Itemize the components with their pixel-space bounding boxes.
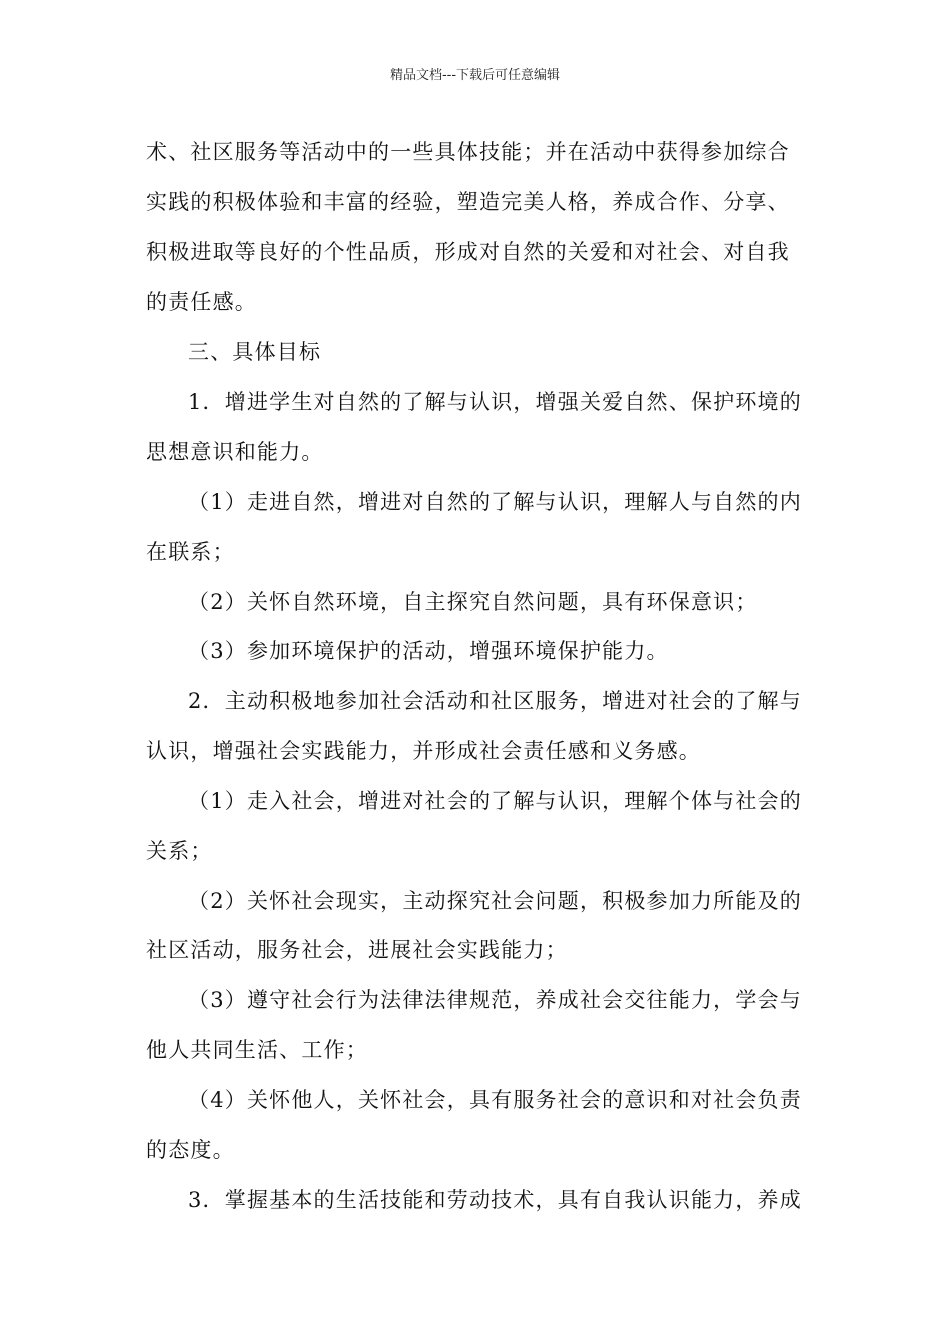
body-line: 1．增进学生对自然的了解与认识，增强关爱自然、保护环境的 bbox=[188, 390, 802, 414]
body-line: 实践的积极体验和丰富的经验，塑造完美人格，养成合作、分享、 bbox=[146, 190, 790, 214]
body-line: （2）关怀自然环境，自主探究自然问题，具有环保意识； bbox=[188, 590, 758, 614]
body-line: 的态度。 bbox=[146, 1138, 235, 1162]
body-line: 3．掌握基本的生活技能和劳动技术，具有自我认识能力，养成 bbox=[188, 1188, 802, 1212]
body-line: 他人共同生活、工作； bbox=[146, 1038, 368, 1062]
body-line: 关系； bbox=[146, 839, 213, 863]
body-line: 积极进取等良好的个性品质，形成对自然的关爱和对社会、对自我 bbox=[146, 240, 790, 264]
body-line: （3）参加环境保护的活动，增强环境保护能力。 bbox=[188, 639, 669, 663]
body-line: 2．主动积极地参加社会活动和社区服务，增进对社会的了解与 bbox=[188, 689, 802, 713]
body-line: 的责任感。 bbox=[146, 290, 257, 314]
body-line: （3）遵守社会行为法律法律规范，养成社会交往能力，学会与 bbox=[188, 988, 802, 1012]
body-line: 术、社区服务等活动中的一些具体技能；并在活动中获得参加综合 bbox=[146, 140, 790, 164]
body-line: （1）走入社会，增进对社会的了解与认识，理解个体与社会的 bbox=[188, 789, 802, 813]
body-line: （4）关怀他人，关怀社会，具有服务社会的意识和对社会负责 bbox=[188, 1088, 802, 1112]
body-line: 认识，增强社会实践能力，并形成社会责任感和义务感。 bbox=[146, 739, 701, 763]
section-heading: 三、具体目标 bbox=[188, 340, 322, 364]
body-line: （1）走进自然，增进对自然的了解与认识，理解人与自然的内 bbox=[188, 490, 802, 514]
body-line: 思想意识和能力。 bbox=[146, 440, 324, 464]
body-line: 社区活动，服务社会，进展社会实践能力； bbox=[146, 938, 568, 962]
body-line: 在联系； bbox=[146, 540, 235, 564]
body-line: （2）关怀社会现实，主动探究社会问题，积极参加力所能及的 bbox=[188, 889, 802, 913]
page-header: 精品文档---下载后可任意编辑 bbox=[389, 68, 561, 83]
